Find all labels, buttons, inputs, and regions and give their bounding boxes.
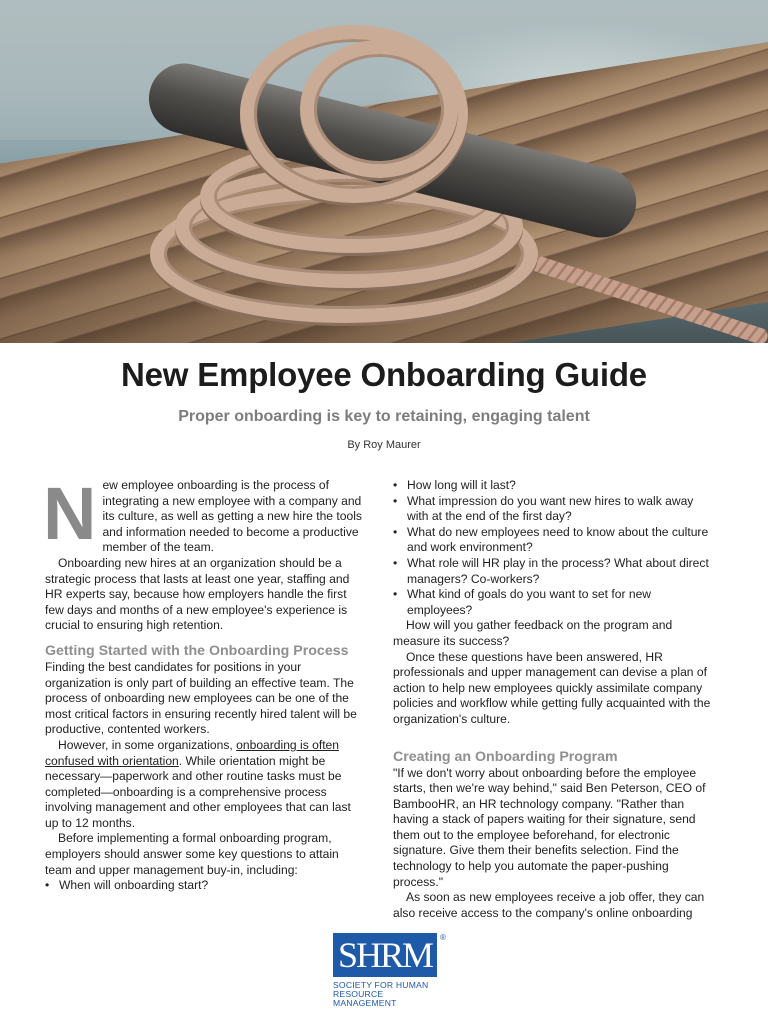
section-heading: Getting Started with the Onboarding Process	[45, 642, 349, 659]
list-item: • What impression do you want new hires to walk away with at the end of the first day?	[393, 494, 718, 525]
paragraph: Finding the best candidates for positions in your organization is only part of building an effective team. The process of onboarding new employees can be one of the most critical factors in ensuring recently hired talent will be productive, contented workers.	[45, 659, 357, 737]
byline: By Roy Maurer	[347, 439, 421, 451]
registered-mark: ®	[440, 933, 446, 942]
hero-photo	[0, 0, 768, 343]
shrm-logo-mark: SHRM	[333, 933, 437, 977]
list-item: • How long will it last?	[393, 478, 718, 494]
list-item: • When will onboarding start?	[45, 878, 365, 894]
paragraph: Once these questions have been answered, HR professionals and upper management can devise a plan of action to help new employees quickly assimilate company policies and workflow while getting fully acquainted with the organization's culture.	[393, 649, 711, 726]
page-subtitle: Proper onboarding is key to retaining, engaging talent	[178, 408, 590, 425]
question-list	[45, 878, 365, 894]
paragraph: Before implementing a formal onboarding program, employers should answer some key questions to attain team and upper management buy-in, including:	[45, 831, 339, 877]
shrm-logo	[333, 933, 449, 1008]
paragraph	[45, 738, 365, 832]
rope-knot-loop	[300, 40, 458, 178]
question-list	[393, 478, 718, 618]
paragraph-text: However, in some organizations,	[58, 737, 237, 752]
intro-text: ew employee onboarding is the process of integrating a new employee with a company and its culture, as well as getting a new hire the tools and information needed to become a productive member of the team.	[102, 478, 362, 555]
paragraph: How will you gather feedback on the program and measure its success?	[393, 618, 673, 648]
orientation-link[interactable]: onboarding is often confused with orientation	[45, 737, 340, 768]
list-item: • What kind of goals do you want to set for new employees?	[393, 587, 718, 618]
drop-cap: N	[43, 472, 97, 555]
logo-line: RESOURCE MANAGEMENT	[333, 989, 397, 1008]
list-item: • What do new employees need to know about the culture and work environment?	[393, 525, 718, 556]
paragraph: As soon as new employees receive a job offer, they can also receive access to the company's online onboarding	[393, 890, 705, 920]
logo-line: SOCIETY FOR HUMAN	[333, 980, 429, 990]
page-title: New Employee Onboarding Guide	[121, 356, 647, 393]
paragraph: Onboarding new hires at an organization should be a strategic process that lasts at least one year, staffing and HR experts say, because how employers handle the first few days and months of a new employee's experience is crucial to ensuring high retention.	[45, 555, 350, 633]
list-item: • What role will HR play in the process? What about direct managers? Co-workers?	[393, 556, 718, 587]
right-column	[393, 478, 718, 921]
intro-paragraph	[43, 472, 365, 556]
paragraph-text: . While orientation might be necessary—paperwork and other routine tasks must be completed—onboarding is a comprehensive process involving management and other employees that can last up to 12 months.	[45, 753, 351, 830]
paragraph: "If we don't worry about onboarding before the employee starts, then we're way behind," said Ben Peterson, CEO of BambooHR, an HR technology company. "Rather than having a stack of papers waiting for their signature, send them out to the employee beforehand, for electronic signature. Give them their benefits selection. Find the technology to help you automate the paper-pushing process."	[393, 765, 706, 889]
section-heading: Creating an Onboarding Program	[393, 748, 618, 765]
shrm-logo-text	[333, 981, 449, 1008]
left-column	[43, 472, 365, 894]
